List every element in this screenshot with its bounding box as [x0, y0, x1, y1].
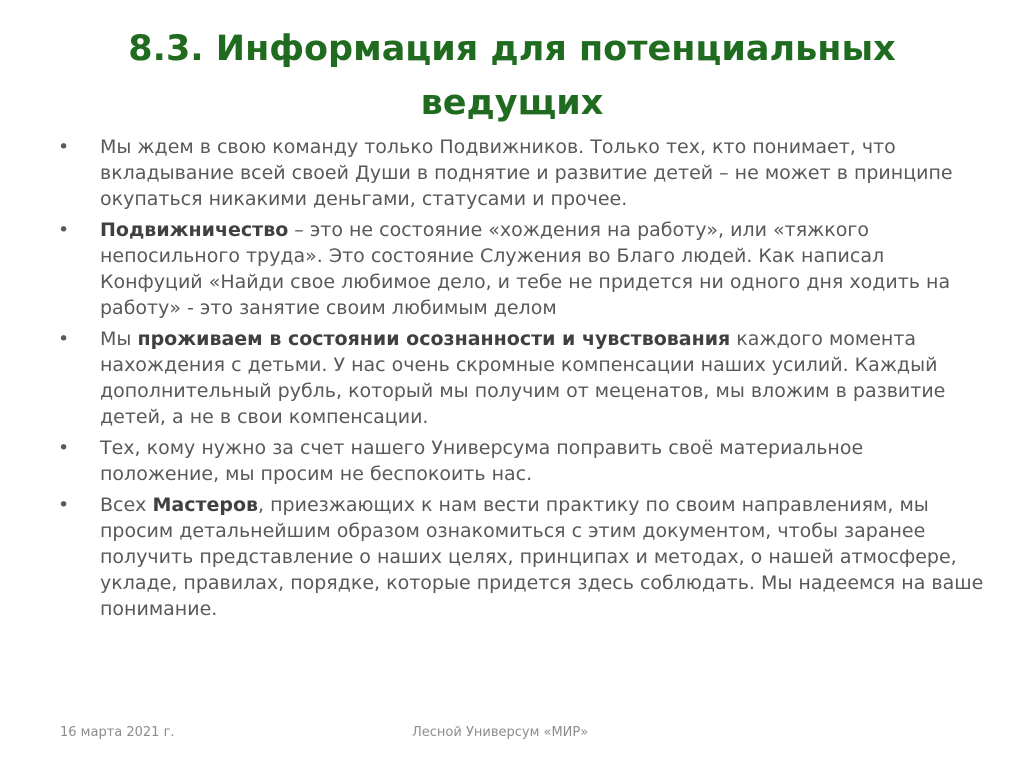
- slide-title-line-2: ведущих: [420, 83, 604, 123]
- slide-title: [0, 22, 1024, 130]
- bullet-dot-icon: •: [58, 437, 70, 459]
- bullet-text-bold: Подвижничество: [100, 219, 289, 241]
- footer-organization: Лесной Универсум «МИР»: [412, 725, 589, 740]
- bullet-text: – это не состояние «хождения на работу», или «тяжкого непосильного труда». Это состояние Служения во Благо людей. Как написал Конфуций «Найди свое любимое дело, и тебе не придется ни одного дня ходить на работу» - это занятие своим любимым делом: [100, 219, 951, 319]
- bullet-dot-icon: •: [58, 136, 70, 158]
- bullet-text: Мы ждем в свою команду только Подвижников. Только тех, кто понимает, что вкладывание всей своей Души в поднятие и развитие детей – не может в принципе окупаться никакими деньгами, статусами и прочее.: [100, 136, 953, 210]
- bullet-dot-icon: •: [58, 494, 70, 516]
- footer-date: 16 марта 2021 г.: [60, 725, 175, 740]
- bullet-text: Всех: [100, 494, 153, 516]
- bullet-text: Тех, кому нужно за счет нашего Универсума поправить своё материальное положение, мы просим не беспокоить нас.: [100, 437, 864, 485]
- bullet-text-bold: проживаем в состоянии осознанности и чувствования: [137, 328, 731, 350]
- bullet-item: [58, 326, 988, 430]
- bullet-text: каждого момента нахождения с детьми. У нас очень скромные компенсации наших усилий. Каждый дополнительный рубль, который мы получим от меценатов, мы вложим в развитие детей, а не в свои компенсации.: [100, 328, 946, 428]
- bullet-dot-icon: •: [58, 219, 70, 241]
- bullet-text: Мы: [100, 328, 138, 350]
- bullet-item: [58, 492, 988, 622]
- bullet-text-bold: Мастеров: [152, 494, 259, 516]
- bullet-item: [58, 217, 988, 321]
- slide-title-line-1: 8.3. Информация для потенциальных: [128, 29, 896, 69]
- bullet-item: [58, 134, 988, 212]
- bullet-item: [58, 435, 988, 487]
- bullet-dot-icon: •: [58, 328, 70, 350]
- bullet-text: , приезжающих к нам вести практику по своим направлениям, мы просим детальнейшим образом ознакомиться с этим документом, чтобы заранее получить представление о наших целях, принципах и методах, о нашей атмосфере, укладе, правилах, порядке, которые придется здесь соблюдать. Мы надеемся на ваше понимание.: [100, 494, 984, 620]
- bullet-list: [58, 134, 988, 627]
